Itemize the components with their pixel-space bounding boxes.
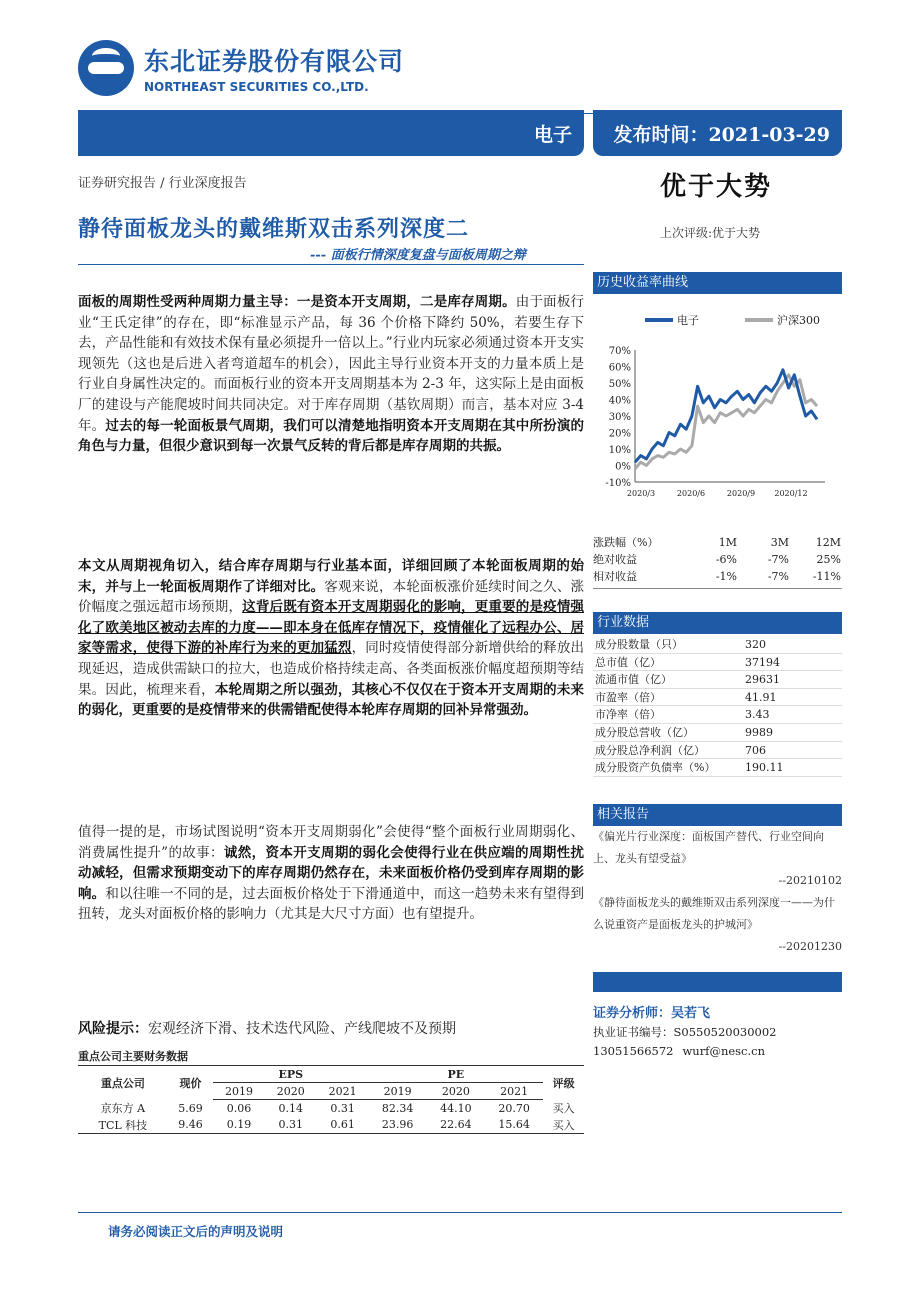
related-report-title[interactable]: 《偏光片行业深度：面板国产替代、行业空间向上、龙头有望受益》 <box>593 830 824 865</box>
title-divider <box>78 264 584 265</box>
kv-key: 成分股资产负债率（%） <box>595 761 716 775</box>
related-report-title[interactable]: 《静待面板龙头的戴维斯双击系列深度一——为什么说重资产是面板龙头的护城河》 <box>593 896 835 931</box>
kv-row <box>593 706 842 724</box>
analyst-cert: 执业证书编号：S0550520030002 <box>593 1025 777 1039</box>
performance-table <box>593 534 842 585</box>
kv-key: 流通市值（亿） <box>595 673 672 687</box>
company-logo <box>78 40 404 96</box>
kv-value: 9989 <box>745 725 773 739</box>
industry-band <box>78 110 584 156</box>
perf-cell: 绝对收益 <box>593 553 637 566</box>
kv-row <box>593 636 842 654</box>
kv-key: 总市值（亿） <box>595 655 661 669</box>
table-cell: 5.69 <box>178 1101 203 1115</box>
kv-key: 市净率（倍） <box>595 708 661 722</box>
related-report-date: --20210102 <box>778 874 842 887</box>
col-year: 2021 <box>317 1083 369 1100</box>
y-tick-label: 40% <box>608 395 631 407</box>
legend-label: 电子 <box>677 314 699 327</box>
kv-key: 成分股总营收（亿） <box>595 725 694 739</box>
chart-header: 历史收益率曲线 <box>593 272 842 294</box>
col-price: 现价 <box>168 1066 213 1100</box>
industry-data-header: 行业数据 <box>593 612 842 634</box>
kv-row <box>593 654 842 672</box>
table-cell: 0.19 <box>213 1117 265 1134</box>
y-tick-label: 70% <box>608 346 631 357</box>
x-tick-label: 2020/12 <box>774 489 808 498</box>
y-tick-label: 60% <box>608 362 631 374</box>
col-year: 2021 <box>485 1083 543 1100</box>
table-cell: TCL 科技 <box>78 1117 168 1134</box>
perf-cell: -11% <box>812 570 841 583</box>
x-tick-label: 2020/9 <box>726 489 756 498</box>
financial-table-title: 重点公司主要财务数据 <box>78 1050 188 1063</box>
sidebar-blue-bar <box>593 972 842 992</box>
risk-label: 风险提示： <box>78 1021 148 1037</box>
table-cell: 买入 <box>552 1102 575 1115</box>
p2-bold-1: 本文从周期视角切入，结合库存周期与行业基本面，详细回顾了本轮面板周期的始末，并与上一轮面板周期作了详细对比。 <box>78 558 584 595</box>
table-cell: 82.34 <box>381 1101 414 1115</box>
date-band <box>593 110 842 156</box>
p2-text-1: 客观来说，本轮面板涨价延续时间之久、涨价幅度之强远超市场预期， <box>78 578 584 616</box>
kv-value: 3.43 <box>745 708 770 722</box>
kv-value: 37194 <box>745 655 780 669</box>
col-company: 重点公司 <box>78 1066 168 1100</box>
p3-text-2: 和以往唯一不同的是，过去面板价格处于下滑通道中，而这一趋势未来有望得到扭转，龙头对面板价格的影响力（尤其是大尺寸方面）也有望提升。 <box>78 885 585 923</box>
x-tick-label: 2020/6 <box>676 489 706 498</box>
logo-mark-icon <box>78 40 134 96</box>
table-cell: 0.31 <box>265 1117 317 1134</box>
table-cell: 22.64 <box>427 1117 485 1134</box>
table-cell: 44.10 <box>440 1101 472 1115</box>
kv-row <box>593 671 842 689</box>
table-cell: 0.06 <box>226 1101 252 1115</box>
p2-bold-2: 本轮周期之所以强劲，其核心不仅仅在于资本开支周期的未来的弱化，更重要的是疫情带来的供需错配使得本轮库存周期的回补异常强劲。 <box>78 681 585 719</box>
p2-underline-1: 这背后既有资本开支周期弱化的影响，更重要的是疫情强化了欧美地区被动去库的力度——即本身在低库存情况下，疫情催化了远程办公、居家等需求，使得下游的补库行为来的更加猛烈 <box>78 599 585 657</box>
col-year: 2019 <box>213 1083 265 1100</box>
perf-cell: -1% <box>715 570 737 583</box>
logo-en: NORTHEAST SECURITIES CO.,LTD. <box>144 80 369 94</box>
kv-value: 29631 <box>745 673 780 687</box>
p3-bold-1: 诚然，资本开支周期的弱化会使得行业在供应端的周期性扰动减轻，但需求预期变动下的库存周期仍然存在，未来面板价格仍受到库存周期的影响。 <box>78 844 584 902</box>
p1-bold-2: 过去的每一轮面板景气周期，我们可以清楚地指明资本开支周期在其中所扮演的角色与力量，但很少意识到每一次景气反转的背后都是库存周期的共振。 <box>78 417 585 455</box>
y-tick-label: -10% <box>605 478 631 489</box>
table-cell: 15.64 <box>485 1117 543 1134</box>
legend-label: 沪深300 <box>777 314 820 327</box>
perf-divider <box>593 588 842 589</box>
y-tick-label: 20% <box>608 428 631 440</box>
perf-head-12m: 12M <box>815 536 841 549</box>
rating: 优于大势 <box>660 172 773 202</box>
perf-head-label: 涨跌幅（%） <box>593 536 659 549</box>
col-year: 2020 <box>427 1083 485 1100</box>
y-tick-label: 10% <box>608 445 631 456</box>
col-rating: 评级 <box>543 1066 584 1100</box>
previous-rating: 上次评级:优于大势 <box>660 226 761 240</box>
kv-row <box>593 724 842 742</box>
logo-cn: 东北证券股份有限公司 <box>144 47 405 76</box>
table-cell: 0.31 <box>330 1101 355 1115</box>
related-report-date: --20201230 <box>778 940 842 953</box>
paragraph-3 <box>78 822 584 925</box>
y-tick-label: 50% <box>608 379 631 390</box>
perf-cell: -7% <box>767 553 789 566</box>
perf-cell: -7% <box>767 570 789 583</box>
kv-value: 190.11 <box>745 761 784 775</box>
analyst-name: 证券分析师：吴若飞 <box>593 1006 711 1021</box>
kv-key: 成分股总净利润（亿） <box>595 743 705 757</box>
y-tick-label: 30% <box>608 412 631 423</box>
financial-table <box>78 1065 584 1134</box>
kv-value: 706 <box>745 743 766 757</box>
table-cell: 0.14 <box>278 1101 304 1115</box>
kv-row <box>593 742 842 760</box>
perf-header <box>593 534 842 551</box>
breadcrumb: 证券研究报告 / 行业深度报告 <box>78 176 247 191</box>
p1-text-1: 由于面板行业“王氏定律”的存在，即“标准显示产品，每 36 个价格下降约 50%，若要生存下去，产品性能和有效技术保有量必须提升一倍以上。”行业内玩家必须通过资本开支实现领先（这也是后进入者弯道超车的机会），因此主导行业资本开支的力量本质上是行业自身属性决定的。而面板行业的资本开支周期基本为 2-3 年，这实际上是由面板厂的建设与产能爬坡时间共同决定。对于库存周期（基钦周期）而言，基本对应 3-4 年。 <box>78 294 585 434</box>
p3-text-1: 值得一提的是，市场试图说明“资本开支周期弱化”会使得“整个面板行业周期弱化、消费属性提升”的故事： <box>78 824 584 861</box>
perf-head-1m: 1M <box>718 536 737 549</box>
p2-text-2: ，同时疫情使得部分新增供给的释放出现延迟，造成供需缺口的拉大，也造成价格持续走高、各类面板涨价幅度超预期等结果。因此，梳理来看， <box>78 640 585 698</box>
kv-value: 320 <box>745 638 766 651</box>
publish-date: 发布时间：2021-03-29 <box>613 123 830 146</box>
col-year: 2020 <box>265 1083 317 1100</box>
related-reports-header: 相关报告 <box>593 804 842 826</box>
footer-disclaimer: 请务必阅读正文后的声明及说明 <box>108 1224 284 1239</box>
return-chart <box>593 296 842 506</box>
kv-key: 市盈率（倍） <box>595 690 661 704</box>
analyst-email[interactable]: wurf@nesc.cn <box>682 1044 765 1058</box>
table-cell: 0.61 <box>317 1117 369 1134</box>
paragraph-1 <box>78 292 584 457</box>
perf-cell: -6% <box>715 553 737 566</box>
risk-notice <box>78 1018 456 1038</box>
report-title: 静待面板龙头的戴维斯双击系列深度二 <box>78 216 470 242</box>
perf-cell: 25% <box>816 553 841 566</box>
analyst-phone: 13051566572 <box>593 1044 674 1058</box>
col-pe: PE <box>368 1066 543 1083</box>
table-cell: 23.96 <box>368 1117 426 1134</box>
paragraph-2 <box>78 556 584 721</box>
related-reports <box>593 826 842 958</box>
perf-row <box>593 551 842 568</box>
table-cell: 京东方 A <box>100 1102 146 1115</box>
kv-value: 41.91 <box>745 690 777 704</box>
kv-row <box>593 689 842 707</box>
col-eps: EPS <box>213 1066 368 1083</box>
industry-data-table <box>593 636 842 777</box>
col-year: 2019 <box>368 1083 426 1100</box>
perf-cell: 相对收益 <box>593 570 637 583</box>
perf-row <box>593 568 842 585</box>
kv-row <box>593 759 842 777</box>
y-tick-label: 0% <box>615 461 631 473</box>
report-subtitle: --- 面板行情深度复盘与面板周期之辩 <box>310 248 526 263</box>
table-row <box>78 1117 584 1134</box>
footer-divider <box>78 1212 842 1213</box>
risk-text: 宏观经济下滑、技术迭代风险、产线爬坡不及预期 <box>148 1021 456 1037</box>
kv-key: 成分股数量（只） <box>595 638 683 651</box>
table-cell: 买入 <box>543 1117 584 1134</box>
analyst-contact <box>593 1042 765 1061</box>
return-chart-svg <box>593 296 842 506</box>
table-row <box>78 1100 584 1117</box>
table-cell: 20.70 <box>498 1101 530 1115</box>
analyst-info <box>593 1004 842 1061</box>
x-tick-label: 2020/3 <box>626 489 656 498</box>
industry-label: 电子 <box>533 123 572 146</box>
p1-bold-1: 面板的周期性受两种周期力量主导：一是资本开支周期，二是库存周期。 <box>78 294 516 310</box>
table-cell: 9.46 <box>168 1117 213 1134</box>
perf-head-3m: 3M <box>770 536 789 549</box>
